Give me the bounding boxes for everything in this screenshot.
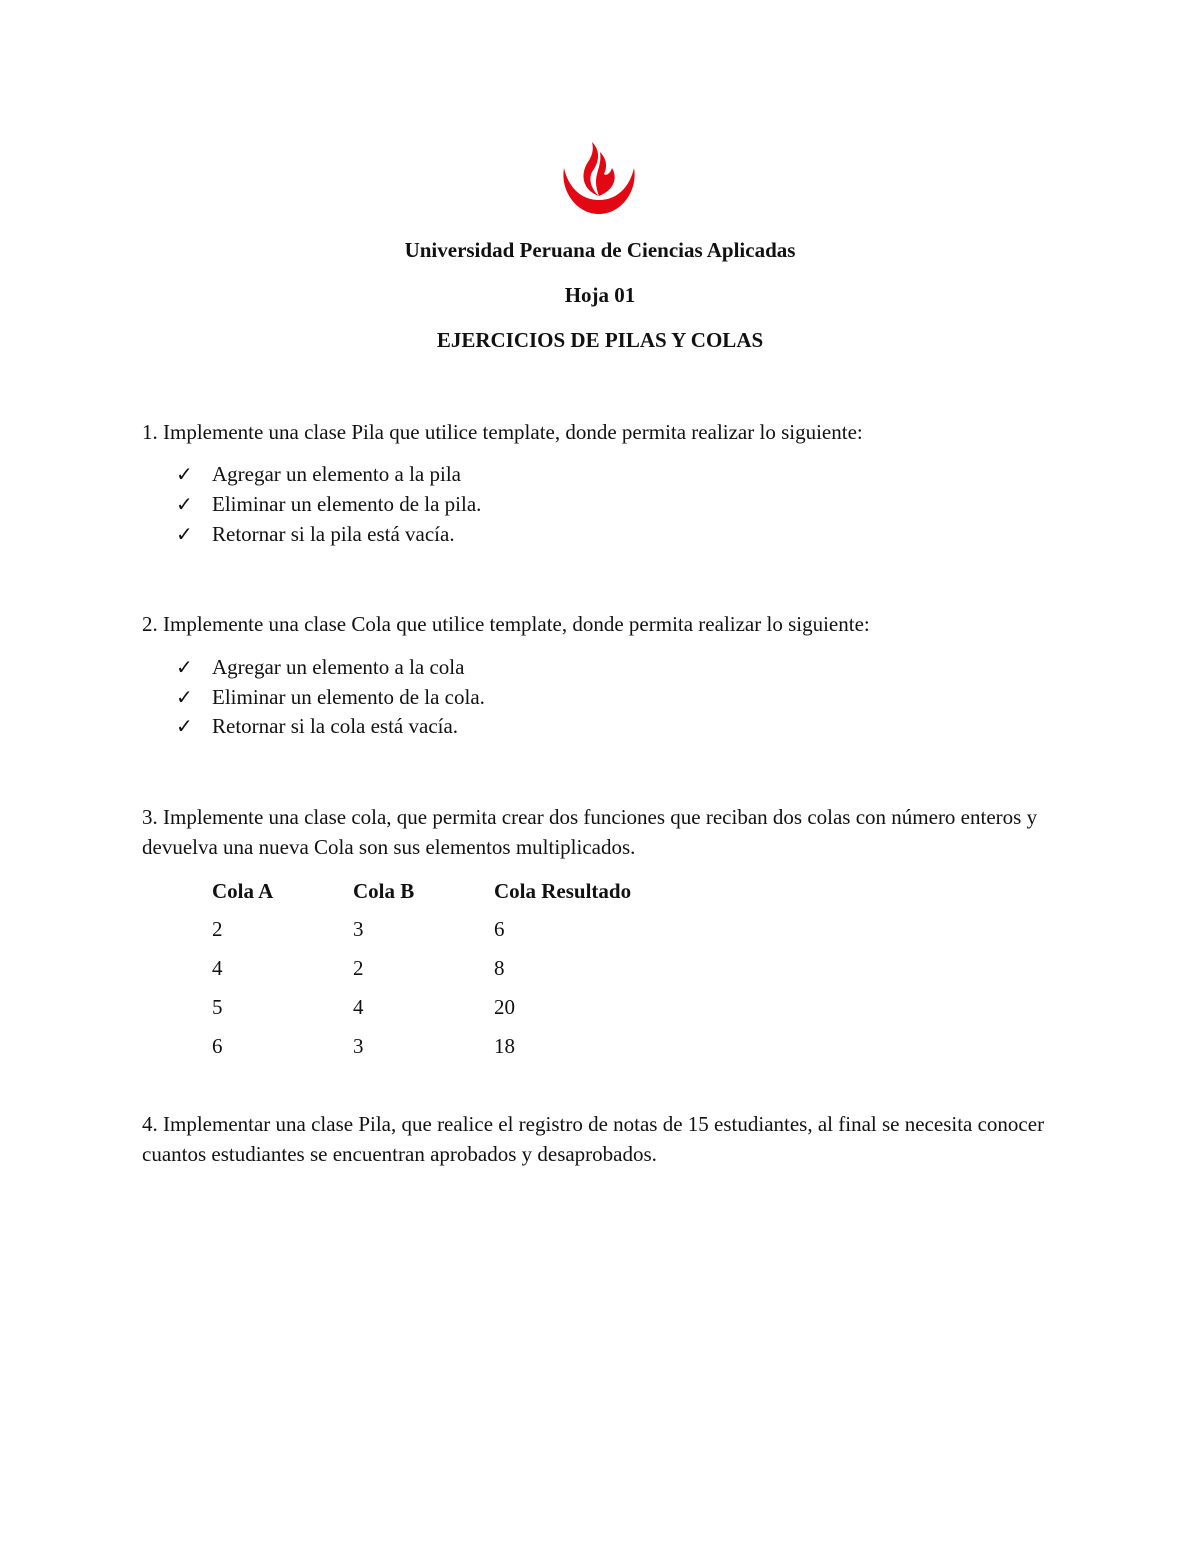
table-cell: 4 bbox=[353, 995, 364, 1019]
check-icon: ✓ bbox=[176, 522, 193, 546]
check-icon: ✓ bbox=[176, 655, 193, 679]
table-cell: 2 bbox=[353, 956, 364, 980]
check-icon: ✓ bbox=[176, 685, 193, 709]
table-cell: 4 bbox=[212, 956, 223, 980]
table-header-cola-a: Cola A bbox=[212, 879, 274, 903]
table-cell: 3 bbox=[353, 1034, 364, 1058]
table-cell: 2 bbox=[212, 917, 223, 941]
table-header-cola-resultado: Cola Resultado bbox=[494, 879, 632, 903]
table-header-cola-b: Cola B bbox=[353, 879, 415, 903]
exercise-1-item: ✓ Agregar un elemento a la pila bbox=[176, 459, 461, 489]
exercise-1-item: ✓ Eliminar un elemento de la pila. bbox=[176, 489, 481, 519]
table-cell: 6 bbox=[212, 1034, 223, 1058]
sheet-number: Hoja 01 bbox=[564, 283, 636, 307]
exercise-1-item: ✓ Retornar si la pila está vacía. bbox=[176, 519, 455, 549]
table-cell: 5 bbox=[212, 995, 223, 1019]
upc-logo bbox=[558, 138, 640, 218]
university-name: Universidad Peruana de Ciencias Aplicadas bbox=[404, 238, 796, 262]
table-cell: 8 bbox=[494, 956, 505, 980]
check-icon: ✓ bbox=[176, 492, 193, 516]
table-cell: 3 bbox=[353, 917, 364, 941]
table-cell: 18 bbox=[494, 1034, 515, 1058]
table-cell: 6 bbox=[494, 917, 505, 941]
exercise-3-text: 3. Implemente una clase cola, que permita crear dos funciones que reciban dos colas con número enteros y devuelva una nueva Cola son sus elementos multiplicados. bbox=[142, 805, 1038, 859]
check-icon: ✓ bbox=[176, 714, 193, 738]
exercise-2-text: 2. Implemente una clase Cola que utilice template, donde permita realizar lo siguiente: bbox=[142, 612, 870, 636]
exercise-2-item: ✓ Retornar si la cola está vacía. bbox=[176, 711, 458, 741]
page-title: EJERCICIOS DE PILAS Y COLAS bbox=[436, 328, 764, 352]
check-icon: ✓ bbox=[176, 462, 193, 486]
exercise-2-item: ✓ Agregar un elemento a la cola bbox=[176, 652, 464, 682]
exercise-4-text: 4. Implementar una clase Pila, que realice el registro de notas de 15 estudiantes, al final se necesita conocer cuantos estudiantes se encuentran aprobados y desaprobados. bbox=[142, 1112, 1045, 1166]
exercise-2-item: ✓ Eliminar un elemento de la cola. bbox=[176, 682, 485, 712]
table-cell: 20 bbox=[494, 995, 515, 1019]
exercise-1-text: 1. Implemente una clase Pila que utilice template, donde permita realizar lo siguiente: bbox=[142, 420, 863, 444]
